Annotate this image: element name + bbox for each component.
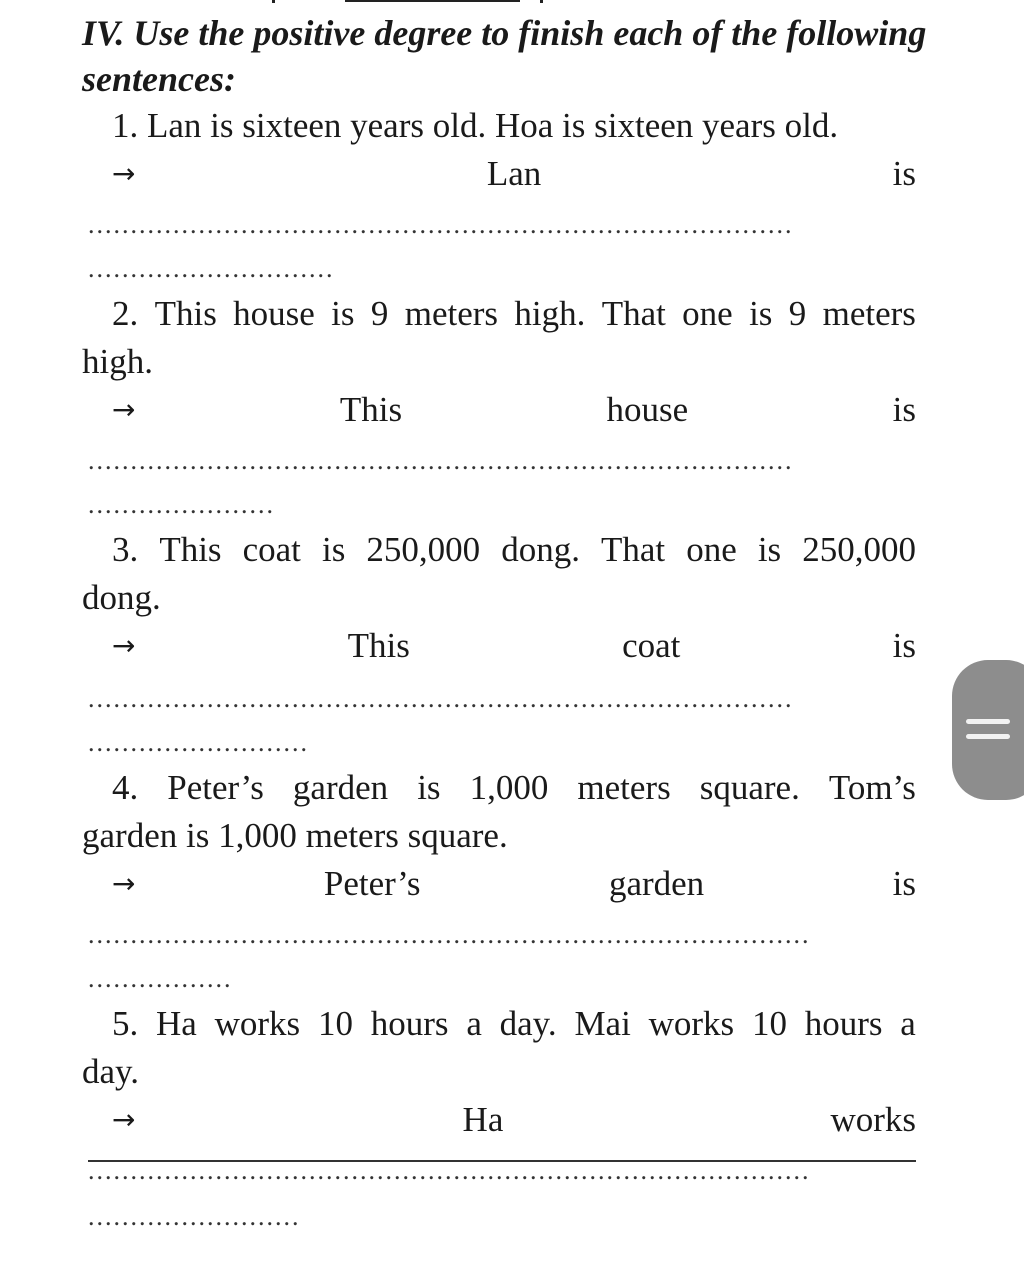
- item-4-prompt-cont: garden is 1,000 meters square.: [82, 816, 508, 855]
- prompt-word: dong.: [501, 530, 580, 569]
- prompt-word: coat: [242, 530, 301, 569]
- answer-word: is: [892, 864, 916, 903]
- item-4-prompt: [112, 766, 916, 810]
- prompt-word: 250,000: [802, 530, 916, 569]
- answer-word: This: [339, 390, 403, 429]
- scroll-handle[interactable]: [952, 660, 1024, 800]
- prompt-word: 9: [788, 294, 807, 333]
- prompt-word: works: [214, 1004, 301, 1043]
- item-2-prompt-cont: high.: [82, 342, 153, 381]
- answer-blank-dots-short: ..........................: [88, 730, 309, 756]
- grip-line: [966, 719, 1010, 724]
- answer-blank-dots-short: .............................: [88, 256, 335, 282]
- arrow-icon: →: [112, 1103, 136, 1136]
- prompt-word: 9: [370, 294, 389, 333]
- prompt-word: 2.: [112, 294, 139, 333]
- prompt-word: That: [601, 530, 666, 569]
- prompt-word: hours: [370, 1004, 449, 1043]
- item-5-prompt-cont: day.: [82, 1052, 140, 1091]
- prompt-word: a: [900, 1004, 916, 1043]
- answer-blank-dots: ...................................................................................: [88, 686, 794, 712]
- answer-blank-dots-short: ......................: [88, 492, 275, 518]
- prompt-word: square.: [699, 768, 800, 807]
- grip-line: [966, 734, 1010, 739]
- answer-blank-dots: .....................................................................................: [88, 922, 811, 948]
- prompt-word: 3.: [112, 530, 139, 569]
- prompt-word: Mai: [574, 1004, 631, 1043]
- prompt-word: is: [757, 530, 782, 569]
- prompt-word: one: [686, 530, 737, 569]
- prompt-word: one: [682, 294, 733, 333]
- item-3-prompt: [112, 528, 916, 572]
- item-5-answer-row: [112, 1098, 916, 1142]
- item-3-answer-row: [112, 624, 916, 668]
- answer-word: works: [830, 1100, 916, 1139]
- exercise-heading: IV. Use the positive degree to finish each of the following sentences:: [82, 13, 927, 99]
- prompt-word: 250,000: [366, 530, 481, 569]
- prompt-word: 4.: [112, 768, 139, 807]
- arrow-icon: →: [112, 629, 136, 662]
- answer-word: Peter’s: [323, 864, 421, 903]
- prompt-word: 5.: [112, 1004, 139, 1043]
- answer-word: coat: [622, 626, 681, 665]
- prompt-word: is: [749, 294, 773, 333]
- arrow-icon: →: [112, 157, 136, 190]
- top-underline-fragment: [345, 0, 520, 2]
- item-3-prompt-cont: dong.: [82, 578, 161, 617]
- item-2-answer-row: [112, 388, 916, 432]
- answer-word: garden: [608, 864, 705, 903]
- prompt-word: 10: [751, 1004, 787, 1043]
- prompt-word: a: [466, 1004, 482, 1043]
- prompt-word: is: [331, 294, 355, 333]
- top-tick-mark: [272, 0, 275, 3]
- prompt-word: Tom’s: [828, 768, 916, 807]
- prompt-word: day.: [499, 1004, 557, 1043]
- top-tick-mark: [540, 0, 543, 3]
- prompt-word: meters: [404, 294, 499, 333]
- arrow-icon: →: [112, 393, 136, 426]
- prompt-word: high.: [514, 294, 586, 333]
- answer-blank-dots: .....................................................................................: [88, 1158, 811, 1184]
- answer-blank-dots: ...................................................................................: [88, 448, 794, 474]
- prompt-word: 1,000: [469, 768, 549, 807]
- answer-blank-dots-short: .........................: [88, 1204, 301, 1230]
- prompt-word: meters: [577, 768, 671, 807]
- prompt-word: Peter’s: [167, 768, 264, 807]
- prompt-word: This: [159, 530, 222, 569]
- prompt-word: garden: [292, 768, 389, 807]
- answer-word: is: [892, 154, 916, 193]
- answer-word: This: [347, 626, 410, 665]
- prompt-word: is: [417, 768, 441, 807]
- prompt-word: This: [154, 294, 217, 333]
- prompt-word: 10: [317, 1004, 353, 1043]
- answer-blank-dots-short: .................: [88, 966, 233, 992]
- item-4-answer-row: [112, 862, 916, 906]
- answer-word: Ha: [462, 1100, 504, 1139]
- item-2-prompt: [112, 292, 916, 336]
- item-1-answer-row: [112, 152, 916, 196]
- answer-word: house: [606, 390, 689, 429]
- answer-word: is: [892, 626, 916, 665]
- prompt-word: hours: [804, 1004, 883, 1043]
- prompt-word: is: [321, 530, 346, 569]
- answer-word: is: [892, 390, 916, 429]
- prompt-word: Ha: [156, 1004, 197, 1043]
- prompt-word: meters: [822, 294, 916, 333]
- arrow-icon: →: [112, 867, 136, 900]
- answer-blank-dots: ...................................................................................: [88, 212, 794, 238]
- prompt-word: house: [233, 294, 315, 333]
- answer-word: Lan: [486, 154, 542, 193]
- item-1-prompt: [112, 104, 838, 148]
- prompt-text: 1. Lan is sixteen years old. Hoa is sixteen years old.: [112, 106, 839, 145]
- prompt-word: works: [648, 1004, 735, 1043]
- item-5-prompt: [112, 1002, 916, 1046]
- prompt-word: That: [601, 294, 666, 333]
